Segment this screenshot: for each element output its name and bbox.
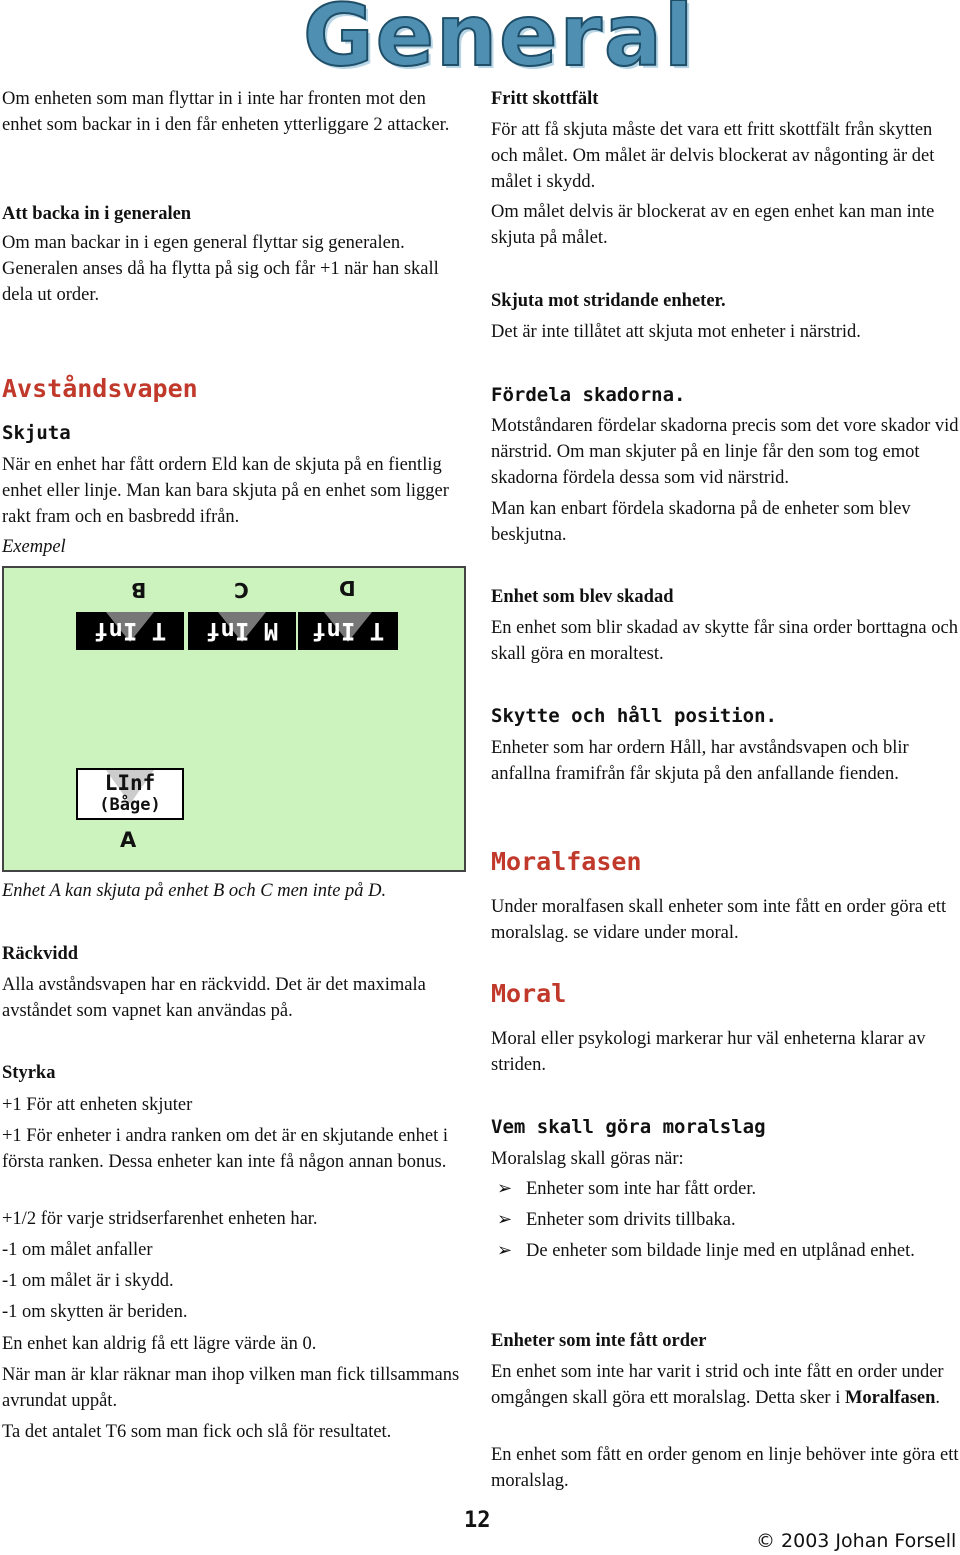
backa-paragraph: Om man backar in i egen general flyttar sig generalen. Generalen anses då ha flytta på sig och får +1 när han skall dela ut order. [2,233,439,305]
skytte-paragraph: Enheter som har ordern Håll, har avståndsvapen och blir anfallna framifrån får skjuta på den anfallande fienden. [491,738,909,784]
vem-intro: Moralslag skall göras när: [491,1149,684,1169]
skjuta-paragraph: När en enhet har fått ordern Eld kan de skjuta på en fientlig enhet eller linje. Man kan bara skjuta på en enhet som ligger rakt fram och en basbredd ifrån. [2,455,449,527]
chevron-right-icon: ➢ [497,1240,513,1261]
unit-label-c: C [234,578,249,602]
skadad-paragraph: En enhet som blir skadad av skytte får sina order borttagna och skall göra en moraltest. [491,618,958,664]
list-item [491,1176,959,1202]
exempel-label: Exempel [2,537,66,557]
ej-order-text-end: . [935,1388,941,1408]
list-item-text: Enheter som drivits tillbaka. [526,1210,736,1230]
unit-label-b: B [131,578,147,602]
unit-type-label: T Inf [93,617,167,645]
styrka-line: -1 om skytten är beriden. [2,1302,188,1322]
styrka-line: +1/2 för varje stridserfarenhet enheten har. [2,1209,318,1229]
own-unit-weapon: (Båge) [99,795,161,815]
skjuta-heading: Skjuta [2,422,71,444]
fordela-paragraph: Motståndaren fördelar skadorna precis som det vore skador vid närstrid. Om man skjuter på en linje får den som tog emot skadorna fördela dessa som vid närstrid. [491,416,959,488]
unit-type-label: T Inf [311,617,385,645]
styrka-line: Ta det antalet T6 som man fick och slå för resultatet. [2,1422,392,1442]
avstandsvapen-heading: Avståndsvapen [2,374,198,403]
backa-heading: Att backa in i generalen [2,204,192,224]
styrka-line: När man är klar räknar man ihop vilken man fick tillsammans avrundat uppåt. [2,1365,460,1411]
diagram-caption: Enhet A kan skjuta på enhet B och C men inte på D. [2,881,387,901]
moralfasen-paragraph: Under moralfasen skall enheter som inte fått en order göra ett moralslag. se vidare under moral. [491,897,947,943]
rackvidd-paragraph: Alla avståndsvapen har en räckvidd. Det är det maximala avståndet som vapnet kan användas på. [2,975,426,1021]
strid-paragraph: Det är inte tillåtet att skjuta mot enheter i närstrid. [491,322,861,342]
styrka-line: -1 om målet anfaller [2,1240,153,1260]
moralfasen-heading: Moralfasen [491,847,642,876]
moralslag-list [491,1176,959,1269]
unit-label-d: D [339,576,356,600]
strid-heading: Skjuta mot stridande enheter. [491,291,726,311]
fritt-heading: Fritt skottfält [491,89,599,109]
list-item-text: De enheter som bildade linje med en utplånad enhet. [526,1241,915,1261]
styrka-heading: Styrka [2,1063,56,1083]
moral-paragraph: Moral eller psykologi markerar hur väl enheterna klarar av striden. [491,1029,926,1075]
copyright-notice: © 2003 Johan Forsell [756,1530,957,1552]
page-banner-title: General [303,0,696,86]
list-item [491,1238,959,1264]
shooting-diagram [2,566,466,872]
rackvidd-heading: Räckvidd [2,944,79,964]
fordela-heading: Fördela skadorna. [491,384,686,406]
chevron-right-icon: ➢ [497,1178,513,1199]
intro-paragraph: Om enheten som man flyttar in i inte har fronten mot den enhet som backar in i den får enheten ytterliggare 2 attacker. [2,89,450,135]
chevron-right-icon: ➢ [497,1209,513,1230]
unit-type-label: M Inf [205,617,279,645]
fordela-paragraph-2: Man kan enbart fördela skadorna på de enheter som blev beskjutna. [491,499,911,545]
own-unit-a [76,768,184,820]
unit-label-a: A [120,828,137,852]
enemy-unit-c [188,612,296,650]
enemy-unit-b [76,612,184,650]
enemy-unit-d [298,612,398,650]
fritt-paragraph: För att få skjuta måste det vara ett fritt skottfält från skytten och målet. Om målet är delvis blockerat av någonting är det målet i skydd. [491,120,935,192]
styrka-line: +1 För att enheten skjuter [2,1095,193,1115]
ej-order-text: En enhet som inte har varit i strid och inte fått en order under omgången skall göra ett moralslag. Detta sker i [491,1362,944,1408]
ej-order-paragraph [491,1359,959,1411]
vem-heading: Vem skall göra moralslag [491,1116,766,1138]
list-item-text: Enheter som inte har fått order. [526,1179,757,1199]
ej-order-paragraph-2: En enhet som fått en order genom en linje behöver inte göra ett moralslag. [491,1445,959,1491]
styrka-line: En enhet kan aldrig få ett lägre värde än 0. [2,1334,317,1354]
styrka-line: +1 För enheter i andra ranken om det är en skjutande enhet i första ranken. Dessa enheter kan inte få någon annan bonus. [2,1126,449,1172]
ej-order-heading: Enheter som inte fått order [491,1331,707,1351]
skadad-heading: Enhet som blev skadad [491,587,674,607]
styrka-line: -1 om målet är i skydd. [2,1271,174,1291]
list-item [491,1207,959,1233]
moralfasen-emphasis: Moralfasen [844,1388,936,1408]
moral-heading: Moral [491,979,567,1008]
page-number: 12 [464,1508,491,1533]
fritt-paragraph-2: Om målet delvis är blockerat av en egen enhet kan man inte skjuta på målet. [491,202,935,248]
skytte-heading: Skytte och håll position. [491,705,777,727]
own-unit-type: LInf [104,771,156,795]
